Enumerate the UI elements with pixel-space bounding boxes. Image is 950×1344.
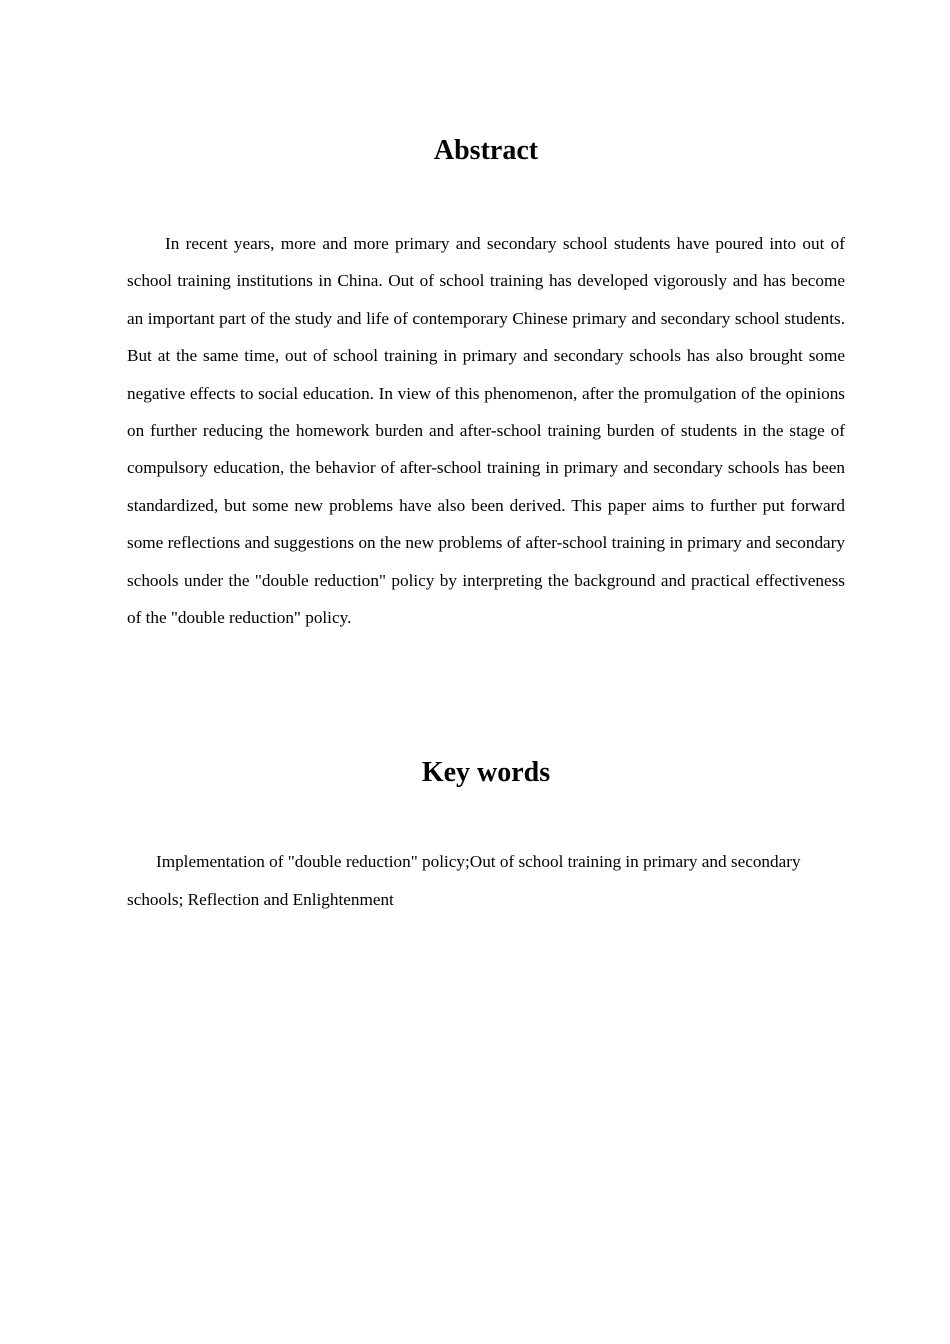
keywords-paragraph: Implementation of "double reduction" policy;Out of school training in primary and secondary schools; Reflection and Enlightenment: [127, 852, 801, 909]
abstract-paragraph: In recent years, more and more primary and secondary school students have poured into out of school training institutions in China. Out of school training has developed vigorously and has become an important part of the study and life of contemporary Chinese primary and secondary school students. But at the same time, out of school training in primary and secondary schools has also brought some negative effects to social education. In view of this phenomenon, after the promulgation of the opinions on further reducing the homework burden and after-school training burden of students in the stage of compulsory education, the behavior of after-school training in primary and secondary schools has been standardized, but some new problems have also been derived. This paper aims to further put forward some reflections and suggestions on the new problems of after-school training in primary and secondary schools under the "double reduction" policy by interpreting the background and practical effectiveness of the "double reduction" policy.: [127, 234, 845, 628]
keywords-heading: Key words: [421, 757, 551, 788]
abstract-heading: Abstract: [433, 135, 539, 166]
